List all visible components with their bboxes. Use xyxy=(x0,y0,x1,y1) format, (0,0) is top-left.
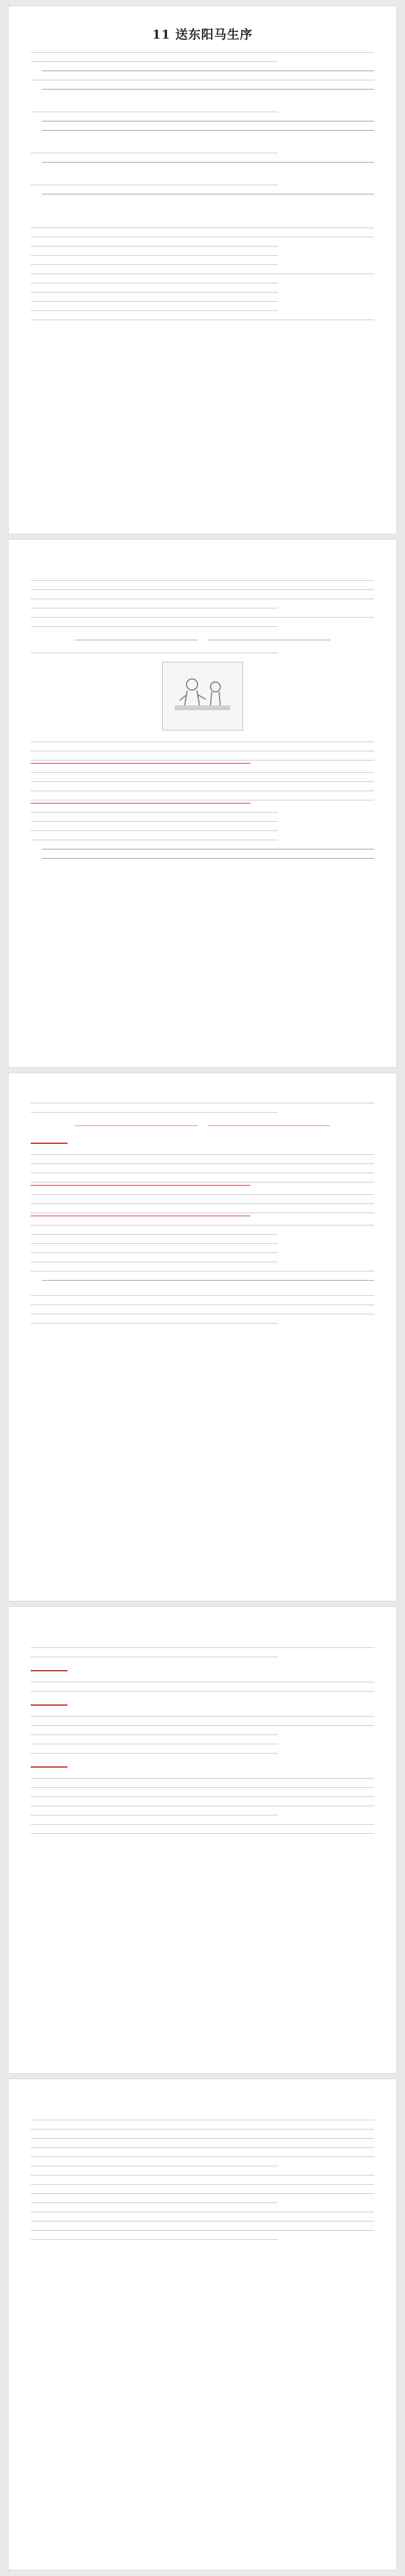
worksheet-page-2 xyxy=(9,540,396,1067)
answer-line xyxy=(42,130,374,131)
text-line xyxy=(31,2193,374,2194)
text-line xyxy=(31,310,278,311)
text-line xyxy=(31,2147,374,2148)
text-line xyxy=(31,1154,374,1155)
text-line xyxy=(31,1647,374,1648)
worksheet-page-3 xyxy=(9,1073,396,1601)
text-line xyxy=(31,1778,374,1779)
section-heading xyxy=(31,1666,374,1676)
text-line xyxy=(31,1753,278,1754)
text-line xyxy=(31,2156,374,2157)
text-line xyxy=(31,821,278,822)
worksheet-page-4 xyxy=(9,1607,396,2073)
text-line xyxy=(31,2184,374,2185)
worksheet-page-1 xyxy=(9,6,396,534)
text-line xyxy=(31,2230,374,2231)
text-line xyxy=(31,812,278,813)
text-line xyxy=(31,626,278,627)
section-banner xyxy=(31,635,374,644)
text-line xyxy=(31,1691,374,1692)
text-line xyxy=(31,2138,374,2139)
section-banner xyxy=(31,1121,374,1130)
section-heading xyxy=(31,1700,374,1710)
text-line xyxy=(31,1833,374,1834)
text-line xyxy=(31,1716,374,1717)
text-line xyxy=(31,1163,374,1164)
text-line xyxy=(31,255,278,256)
text-line xyxy=(31,1295,374,1296)
text-line xyxy=(31,617,374,618)
text-line xyxy=(31,1194,374,1195)
text-line xyxy=(31,589,374,590)
text-line xyxy=(31,61,278,62)
text-line xyxy=(31,760,374,761)
text-line xyxy=(31,781,374,782)
text-line xyxy=(31,1796,374,1797)
text-line xyxy=(31,1243,278,1244)
text-line xyxy=(31,1252,278,1253)
text-line xyxy=(31,1725,374,1726)
lesson-title: 11 送东阳马生序 xyxy=(152,27,253,42)
text-line xyxy=(31,1787,374,1788)
answer-line xyxy=(42,162,374,163)
underlined-passage xyxy=(31,1185,250,1186)
text-line xyxy=(31,772,374,773)
section-heading xyxy=(31,1762,374,1772)
worksheet-page-5 xyxy=(9,2079,396,2570)
answer-line xyxy=(42,89,374,90)
text-line xyxy=(31,52,374,53)
text-line xyxy=(31,292,278,293)
text-line xyxy=(31,580,374,581)
text-line xyxy=(31,1323,278,1324)
text-line xyxy=(31,301,278,302)
underlined-passage xyxy=(31,763,250,764)
text-line xyxy=(31,2202,278,2203)
section-heading xyxy=(31,1138,374,1148)
text-line xyxy=(31,264,278,265)
text-line xyxy=(31,1112,278,1113)
text-line xyxy=(31,830,278,831)
text-line xyxy=(31,1824,374,1825)
text-line xyxy=(31,1182,374,1183)
text-line xyxy=(31,1234,278,1235)
passage-illustration xyxy=(162,662,243,730)
text-line xyxy=(31,246,278,247)
answer-line xyxy=(42,1280,374,1281)
text-line xyxy=(31,1203,374,1204)
answer-line xyxy=(42,858,374,859)
text-line xyxy=(31,2239,278,2240)
